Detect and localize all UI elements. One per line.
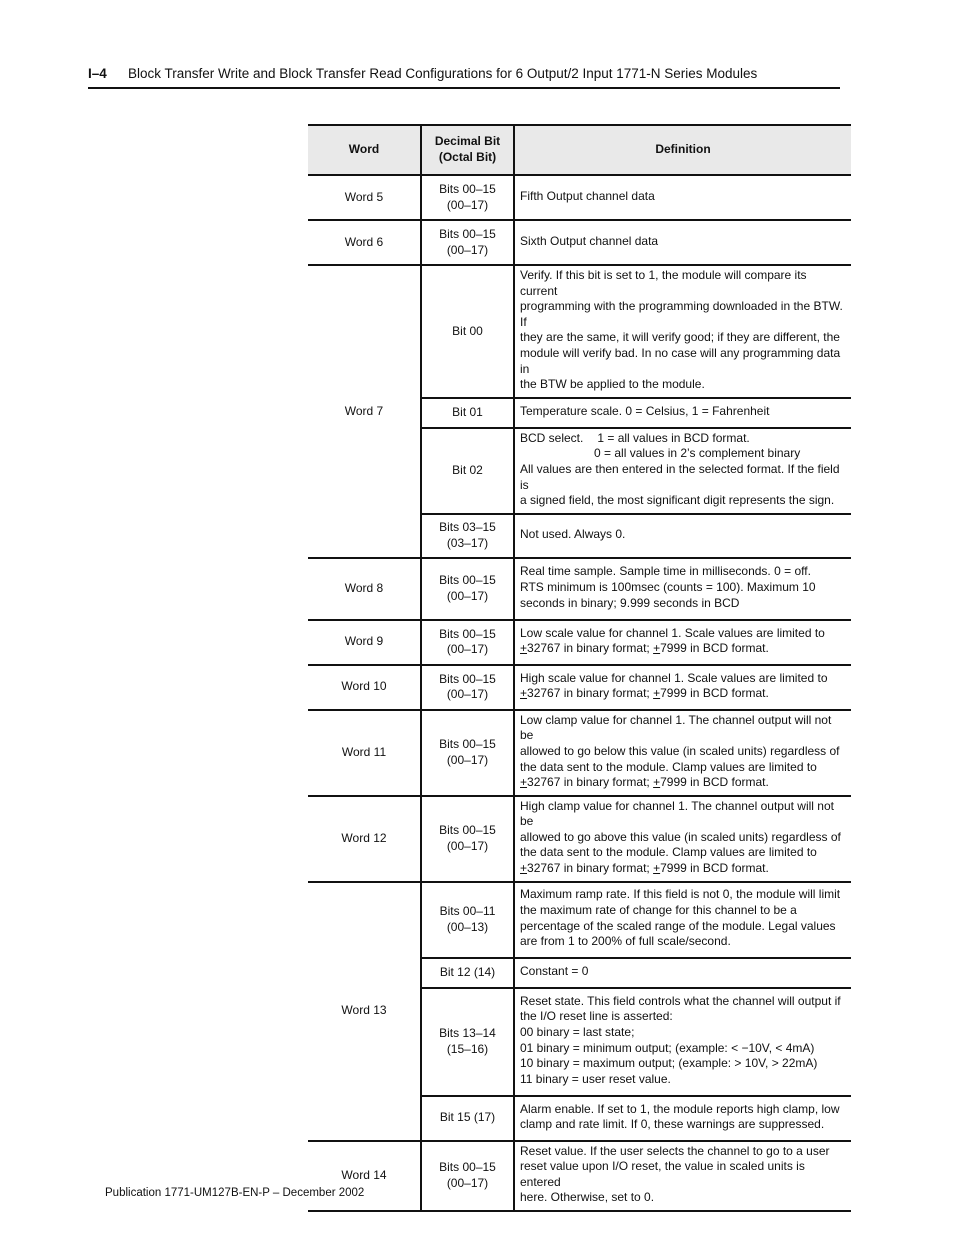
definition-line xyxy=(520,861,847,877)
definition-line: All values are then entered in the selected format. If the field is xyxy=(520,461,840,492)
definition-cell xyxy=(514,175,851,220)
configuration-table xyxy=(308,124,851,1212)
bit-line: Bits 03–15 xyxy=(439,520,496,535)
word-cell: Word 11 xyxy=(308,710,421,796)
column-header-bit-line1: Decimal Bit xyxy=(434,134,501,149)
publication-footer: Publication 1771-UM127B-EN-P – December 2002 xyxy=(105,1187,365,1199)
definition-line: seconds in binary; 9.999 seconds in BCD xyxy=(520,595,740,610)
bit-line: (00–17) xyxy=(446,642,489,657)
definition-line: Constant = 0 xyxy=(520,963,589,978)
bit-cell xyxy=(421,514,514,558)
bit-line: Bit 02 xyxy=(452,462,483,477)
definition-cell xyxy=(514,620,851,665)
table-header-row xyxy=(308,125,851,175)
bit-cell xyxy=(421,958,514,988)
word-cell: Word 6 xyxy=(308,220,421,265)
bit-line: Bit 01 xyxy=(452,404,483,419)
definition-line: module will verify bad. In no case will any programming data in xyxy=(520,345,841,376)
bit-line: (00–17) xyxy=(446,1175,489,1190)
definition-line xyxy=(520,431,847,447)
definition-line: reset value upon I/O reset, the value in scaled units is entered xyxy=(520,1159,805,1189)
word-cell: Word 8 xyxy=(308,558,421,620)
page-title: Block Transfer Write and Block Transfer Read Configurations for 6 Output/2 Input 1771-N Series Modules xyxy=(128,66,758,81)
bit-cell xyxy=(421,428,514,514)
definition-line: Real time sample. Sample time in milliseconds. 0 = off. xyxy=(520,564,811,579)
definition-line: programming with the programming downloaded in the BTW. If xyxy=(520,299,843,329)
bit-line: (00–17) xyxy=(446,197,489,212)
definition-line: Verify. If this bit is set to 1, the module will compare its current xyxy=(520,268,807,298)
table-row xyxy=(308,265,851,398)
bit-line: Bits 00–15 xyxy=(439,823,496,838)
definition-cell xyxy=(514,710,851,796)
definition-line: the I/O reset line is asserted: xyxy=(520,1009,673,1024)
bit-line: Bit 12 (14) xyxy=(439,964,496,979)
bit-line: Bit 15 (17) xyxy=(439,1110,496,1125)
definition-line: the data sent to the module. Clamp values are limited to xyxy=(520,845,817,860)
plus-minus-sign: + xyxy=(520,861,528,876)
bit-line: Bits 13–14 xyxy=(439,1026,496,1041)
definition-line: allowed to go above this value (in scaled units) regardless of xyxy=(520,829,841,844)
definition-text: 32767 in binary format; xyxy=(527,686,654,701)
bit-cell xyxy=(421,398,514,428)
bit-line: (00–17) xyxy=(446,588,489,603)
table-row xyxy=(308,175,851,220)
definition-text: 7999 in BCD format. xyxy=(660,641,769,656)
definition-line: Not used. Always 0. xyxy=(520,526,626,541)
definition-line: High scale value for channel 1. Scale values are limited to xyxy=(520,670,828,685)
definition-line: the maximum rate of change for this channel to be a xyxy=(520,903,797,918)
definition-line: Maximum ramp rate. If this field is not 0, the module will limit xyxy=(520,887,841,902)
definition-cell xyxy=(514,220,851,265)
definition-text: 32767 in binary format; xyxy=(527,641,654,656)
definition-line: percentage of the scaled range of the module. Legal values xyxy=(520,918,836,933)
definition-line: they are the same, it will verify good; if they are different, the xyxy=(520,330,840,345)
word-cell: Word 7 xyxy=(308,265,421,558)
definition-line: Sixth Output channel data xyxy=(520,233,659,248)
word-cell: Word 13 xyxy=(308,882,421,1141)
bit-line: (00–17) xyxy=(446,838,489,853)
definition-cell xyxy=(514,1096,851,1141)
plus-minus-sign: + xyxy=(653,641,661,656)
bit-line: (00–17) xyxy=(446,687,489,702)
definition-line xyxy=(520,775,847,791)
definition-line: RTS minimum is 100msec (counts = 100). Maximum 10 xyxy=(520,579,816,594)
page-number: I–4 xyxy=(88,66,107,81)
bit-cell xyxy=(421,882,514,958)
definition-text: 1 = all values in BCD format. xyxy=(597,430,750,445)
definition-line: the BTW be applied to the module. xyxy=(520,377,705,392)
definition-line: 00 binary = last state; xyxy=(520,1025,635,1040)
table-row xyxy=(308,710,851,796)
definition-text: BCD select. xyxy=(520,430,584,445)
definition-line: are from 1 to 200% of full scale/second. xyxy=(520,934,731,949)
definition-line: 01 binary = minimum output; (example: < −10V, < 4mA) xyxy=(520,1040,815,1055)
definition-line: Fifth Output channel data xyxy=(520,188,655,203)
definition-cell xyxy=(514,398,851,428)
bit-cell xyxy=(421,1096,514,1141)
table-row xyxy=(308,665,851,710)
bit-line: (15–16) xyxy=(446,1041,489,1056)
word-cell: Word 12 xyxy=(308,796,421,882)
definition-text: 0 = all values in 2’s complement binary xyxy=(594,446,801,461)
definition-line: a signed field, the most significant digit represents the sign. xyxy=(520,493,835,508)
plus-minus-sign: + xyxy=(520,775,528,790)
bit-cell xyxy=(421,620,514,665)
word-cell: Word 5 xyxy=(308,175,421,220)
definition-cell xyxy=(514,958,851,988)
definition-cell xyxy=(514,882,851,958)
bit-cell xyxy=(421,1141,514,1211)
bit-line: Bits 00–15 xyxy=(439,626,496,641)
definition-line: Temperature scale. 0 = Celsius, 1 = Fahrenheit xyxy=(520,403,770,418)
plus-minus-sign: + xyxy=(653,775,661,790)
bit-cell xyxy=(421,558,514,620)
plus-minus-sign: + xyxy=(653,686,661,701)
bit-line: (00–17) xyxy=(446,242,489,257)
bit-cell xyxy=(421,665,514,710)
bit-line: (03–17) xyxy=(446,535,489,550)
table-row xyxy=(308,558,851,620)
bit-cell xyxy=(421,710,514,796)
definition-cell xyxy=(514,558,851,620)
table-row xyxy=(308,620,851,665)
bit-line: Bits 00–15 xyxy=(439,1160,496,1175)
column-header-bit xyxy=(421,125,514,175)
bit-line: Bits 00–11 xyxy=(439,904,496,919)
bit-cell xyxy=(421,265,514,398)
bit-line: (00–13) xyxy=(446,919,489,934)
definition-line: Reset state. This field controls what the channel will output if xyxy=(520,993,841,1008)
definition-line: Alarm enable. If set to 1, the module reports high clamp, low xyxy=(520,1101,840,1116)
definition-line: clamp and rate limit. If 0, these warnings are suppressed. xyxy=(520,1117,825,1132)
bit-line: Bits 00–15 xyxy=(439,737,496,752)
definition-line: Reset value. If the user selects the channel to go to a user xyxy=(520,1143,830,1158)
bit-line: Bits 00–15 xyxy=(439,181,496,196)
definition-line: allowed to go below this value (in scaled units) regardless of xyxy=(520,743,840,758)
definition-text: 7999 in BCD format. xyxy=(660,775,769,790)
definition-line xyxy=(520,641,847,657)
bit-cell xyxy=(421,988,514,1096)
table-row xyxy=(308,220,851,265)
table-row xyxy=(308,1141,851,1211)
word-cell: Word 10 xyxy=(308,665,421,710)
plus-minus-sign: + xyxy=(520,641,528,656)
definition-cell xyxy=(514,665,851,710)
plus-minus-sign: + xyxy=(520,686,528,701)
table-row xyxy=(308,796,851,882)
definition-line: 10 binary = maximum output; (example: > 10V, > 22mA) xyxy=(520,1056,818,1071)
definition-cell xyxy=(514,1141,851,1211)
definition-cell xyxy=(514,265,851,398)
table-row xyxy=(308,882,851,958)
definition-cell xyxy=(514,988,851,1096)
page-header xyxy=(88,66,840,89)
bit-line: Bits 00–15 xyxy=(439,671,496,686)
column-header-word: Word xyxy=(308,125,421,175)
definition-text: 7999 in BCD format. xyxy=(660,686,769,701)
definition-cell xyxy=(514,796,851,882)
column-header-bit-line2: (Octal Bit) xyxy=(438,150,497,164)
bit-line: Bit 00 xyxy=(452,323,483,338)
definition-line: High clamp value for channel 1. The channel output will not be xyxy=(520,798,834,829)
definition-text: 32767 in binary format; xyxy=(527,775,654,790)
definition-line xyxy=(520,686,847,702)
word-cell: Word 9 xyxy=(308,620,421,665)
definition-line: here. Otherwise, set to 0. xyxy=(520,1190,655,1205)
bit-cell xyxy=(421,220,514,265)
plus-minus-sign: + xyxy=(653,861,661,876)
definition-line xyxy=(520,446,847,462)
definition-text: 32767 in binary format; xyxy=(527,861,654,876)
bit-line: Bits 00–15 xyxy=(439,226,496,241)
definition-line: the data sent to the module. Clamp values are limited to xyxy=(520,759,817,774)
definition-line: 11 binary = user reset value. xyxy=(520,1071,671,1086)
definition-text: 7999 in BCD format. xyxy=(660,861,769,876)
column-header-definition: Definition xyxy=(514,125,851,175)
bit-cell xyxy=(421,796,514,882)
definition-line: Low clamp value for channel 1. The channel output will not be xyxy=(520,712,832,743)
word-cell: Word 14 xyxy=(308,1141,421,1211)
definition-cell xyxy=(514,428,851,514)
bit-cell xyxy=(421,175,514,220)
bit-line: Bits 00–15 xyxy=(439,573,496,588)
definition-line: Low scale value for channel 1. Scale values are limited to xyxy=(520,625,825,640)
definition-cell xyxy=(514,514,851,558)
bit-line: (00–17) xyxy=(446,752,489,767)
